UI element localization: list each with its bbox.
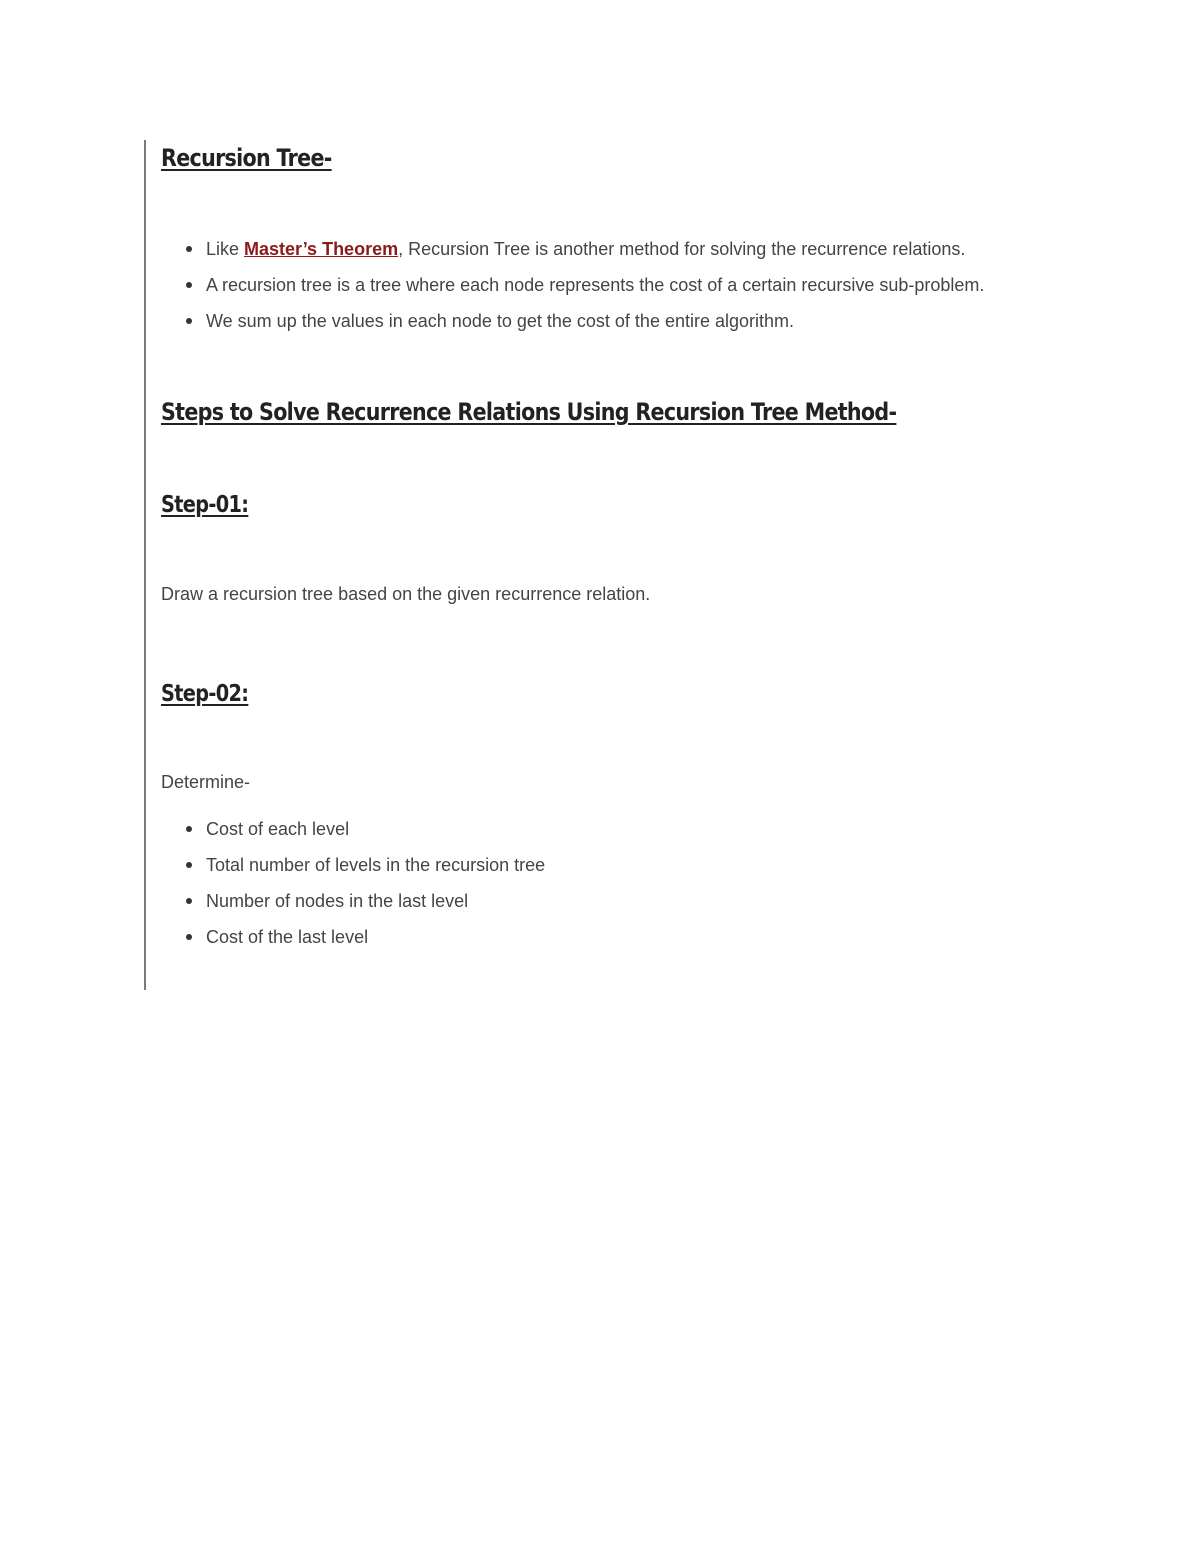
list-item: Cost of each level	[146, 817, 545, 853]
list-item: Number of nodes in the last level	[146, 889, 545, 925]
list-item: Cost of the last level	[146, 925, 545, 961]
list-item: Total number of levels in the recursion tree	[146, 853, 545, 889]
step-01-text: Draw a recursion tree based on the given recurrence relation.	[161, 584, 651, 604]
list-item: We sum up the values in each node to get the cost of the entire algorithm.	[146, 309, 984, 345]
intro-bullet-list	[146, 237, 984, 345]
masters-theorem-link[interactable]: Master’s Theorem	[244, 239, 399, 259]
determine-text: Determine-	[161, 772, 251, 792]
steps-heading: Steps to Solve Recurrence Relations Using Recursion Tree Method-	[161, 398, 897, 426]
bullet-prefix: Like	[206, 239, 245, 259]
list-item: A recursion tree is a tree where each node represents the cost of a certain recursive sub-problem.	[146, 273, 984, 309]
determine-bullet-list	[146, 817, 545, 961]
list-item	[146, 237, 984, 273]
article-content	[144, 140, 1086, 990]
bullet-suffix: , Recursion Tree is another method for solving the recurrence relations.	[398, 239, 966, 259]
step-02-heading: Step-02:	[161, 681, 249, 707]
step-01-heading: Step-01:	[161, 492, 249, 518]
recursion-tree-heading: Recursion Tree-	[161, 144, 332, 172]
